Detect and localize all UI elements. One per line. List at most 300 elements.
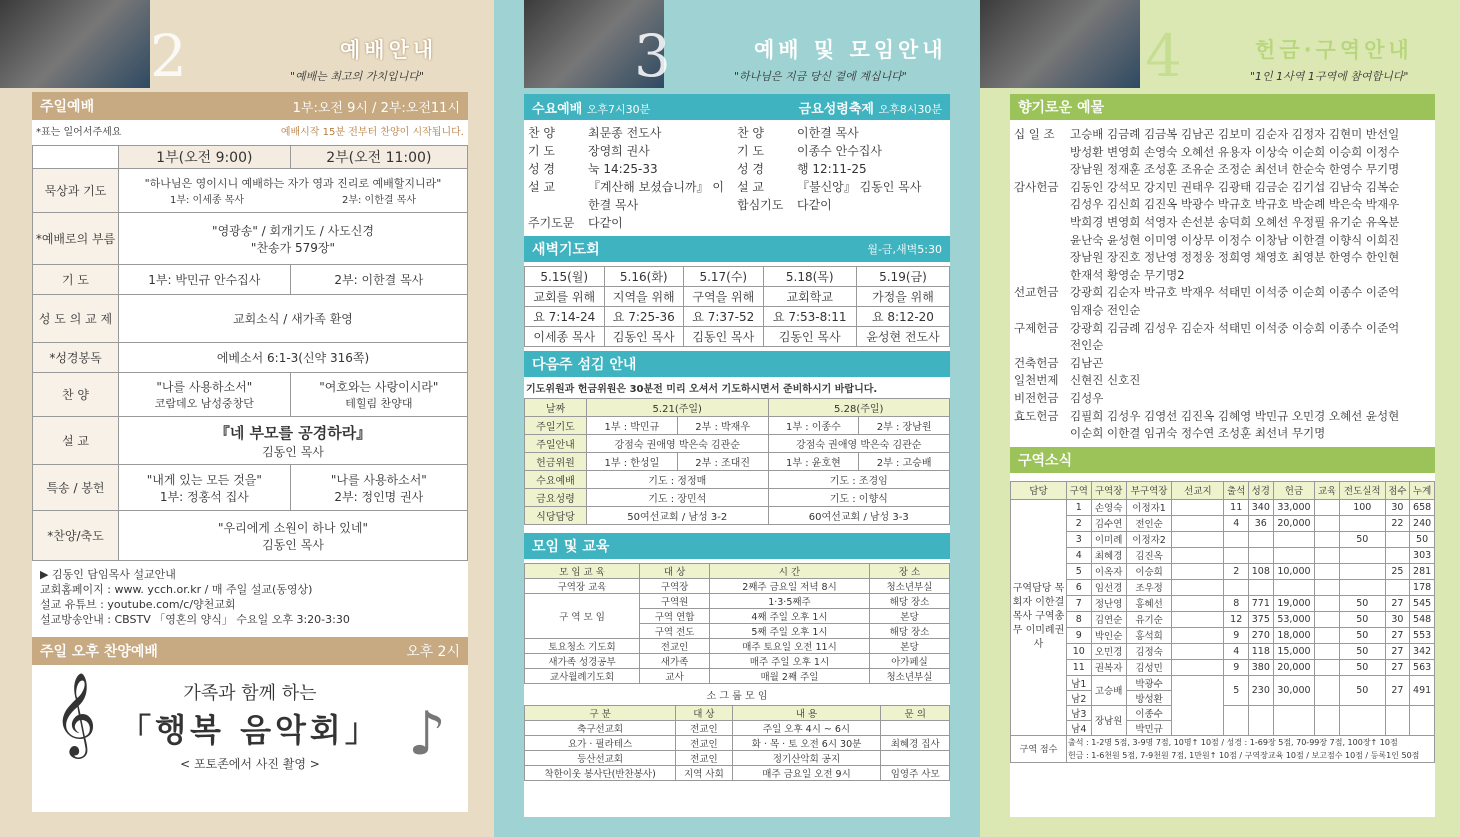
dawn-cell: 요 8:12-20	[856, 307, 949, 327]
serve-cell: 기도 : 정정매	[587, 471, 769, 489]
score-label: 구역 점수	[1011, 735, 1067, 762]
area-cell: 11	[1067, 659, 1092, 675]
wed-value: 다같이	[588, 216, 623, 230]
offer-names: 윤난숙 윤성현 이미영 이상무 이정수 이창남 이한결 이향식 이희진	[1070, 232, 1400, 247]
order-label: 설 교	[33, 417, 119, 465]
page-number: 4	[1145, 22, 1182, 90]
order-text: 교회소식 / 새가족 환영	[119, 295, 468, 343]
fri-value: 이한결 목사	[797, 126, 859, 140]
area-cell: 53,000	[1273, 611, 1315, 627]
area-cell	[1172, 659, 1224, 675]
panel-quote: "1인 1사역 1구역에 참여합니다"	[1250, 70, 1409, 83]
serve-label: 주일기도	[525, 417, 587, 435]
area-cell: 270	[1249, 627, 1274, 643]
small-cell: 매주 금요일 오전 9시	[732, 766, 881, 781]
dawn-cell: 가정을 위해	[856, 287, 949, 307]
area-cell: 9	[1224, 627, 1249, 643]
area-head: 점수	[1385, 481, 1410, 499]
area-head: 누계	[1410, 481, 1435, 499]
serve-head: 5.28(주일)	[768, 399, 950, 417]
serve-cell: 기도 : 조경임	[768, 471, 950, 489]
offer-names: 김동인 강석모 강지민 권태우 김광태 김금순 김기섭 김남숙 김복순	[1070, 179, 1400, 194]
area-cell: 50	[1339, 627, 1385, 643]
area-cell	[1172, 627, 1224, 643]
order-leader-1: 1부: 박민규 안수집사	[119, 265, 291, 295]
dawn-cell: 요 7:14-24	[525, 307, 605, 327]
meet-cell: 1·3·5째주	[710, 594, 870, 609]
offer-names: 장남원 장진호 정난영 정정웅 정희영 채영호 최영분 한영수 한인현	[1070, 250, 1400, 265]
area-cell	[1249, 547, 1274, 563]
area-cell: 손영숙	[1091, 499, 1126, 515]
meet-bar	[524, 533, 950, 559]
area-cell	[1273, 547, 1315, 563]
area-head: 출석	[1224, 481, 1249, 499]
order-text: 에베소서 6:1-3(신약 316쪽)	[119, 343, 468, 373]
area-cell: 김정숙	[1126, 643, 1172, 659]
dawn-cell: 5.16(화)	[604, 267, 684, 287]
area-cell: 50	[1410, 531, 1435, 547]
offer-names: 김성우 김신희 김진옥 박광수 박규호 박규호 박순례 박은숙 박재우	[1070, 197, 1400, 212]
serve-head: 5.21(주일)	[587, 399, 769, 417]
wed-time: 오후7시30분	[586, 102, 651, 116]
area-cell	[1172, 579, 1224, 595]
wed-title: 수요예배	[532, 101, 583, 117]
offer-names: 방성환 변영희 손영숙 오혜선 유용자 이상숙 이순희 이승희 이정수	[1070, 144, 1400, 159]
serve-label: 수요예배	[525, 471, 587, 489]
dawn-cell: 김동인 목사	[604, 327, 684, 347]
area-cell	[1172, 643, 1224, 659]
meet-title: 모임 및 교육	[532, 539, 610, 555]
offer-list	[1010, 120, 1435, 443]
event-photo	[980, 0, 1140, 88]
meet-cell: 구 역 모 임	[525, 594, 640, 639]
area-cell: 240	[1410, 515, 1435, 531]
meet-cell: 2째주 금요일 저녁 8시	[710, 579, 870, 594]
area-cell: 9	[1224, 659, 1249, 675]
small-group-title: 소 그 룹 모 임	[706, 691, 768, 702]
area-head: 전도실적	[1339, 481, 1385, 499]
offer-names: 강광희 김금례 김성우 김순자 석태민 이석중 이승희 이종수 이준억	[1070, 320, 1400, 335]
small-cell: 화 · 목 · 토 오전 6시 30분	[732, 736, 881, 751]
order-text: "하나님은 영이시니 예배하는 자가 영과 진리로 예배할지니라"	[144, 177, 442, 190]
offer-title: 향기로운 예물	[1018, 100, 1105, 116]
serve-cell: 강점숙 권애영 박은숙 김관순	[768, 435, 950, 453]
area-cell: 10	[1067, 643, 1092, 659]
score-rule: 출석 : 1-2명 5점, 3-9명 7점, 10명↑ 10점 / 성경 : 1-69장 5점, 70-99장 7점, 100장↑ 10점	[1068, 737, 1398, 747]
offer-kind: 비전헌금	[1014, 390, 1059, 405]
dawn-cell: 5.18(목)	[763, 267, 856, 287]
area-cell: 27	[1385, 627, 1410, 643]
offer-kind: 효도헌금	[1014, 408, 1059, 423]
dawn-cell: 윤성현 전도사	[856, 327, 949, 347]
dawn-cell: 요 7:25-36	[604, 307, 684, 327]
dawn-cell: 요 7:37-52	[684, 307, 764, 327]
wed-value: 『계산해 보셨습니까』 이한결 목사	[588, 180, 724, 212]
serve-label: 헌금위원	[525, 453, 587, 471]
area-cell: 이종수	[1126, 705, 1172, 720]
area-cell: 장남원	[1091, 705, 1126, 735]
area-table	[1010, 481, 1435, 763]
area-cell: 정난영	[1091, 595, 1126, 611]
service-1-head: 1부(오전 9:00)	[119, 146, 291, 169]
area-cell: 최혜경	[1091, 547, 1126, 563]
area-cell: 2	[1067, 515, 1092, 531]
fri-title: 금요성령축제	[798, 101, 874, 117]
dawn-cell: 지역을 위해	[604, 287, 684, 307]
area-cell	[1273, 531, 1315, 547]
area-cell: 15,000	[1273, 643, 1315, 659]
area-cell	[1224, 547, 1249, 563]
area-cell: 6	[1067, 579, 1092, 595]
serve-cell: 2부 : 고승배	[859, 453, 950, 471]
concert-note: < 포토존에서 사진 촬영 >	[180, 757, 320, 771]
area-head: 선교지	[1172, 481, 1224, 499]
area-cell	[1315, 547, 1340, 563]
area-cell: 11	[1224, 499, 1249, 515]
panel-quote: "예배는 최고의 가치입니다"	[290, 70, 424, 83]
panel-title: 헌금·구역안내	[1255, 38, 1413, 62]
meet-cell: 4째 주일 오후 1시	[710, 609, 870, 624]
area-cell: 9	[1067, 627, 1092, 643]
dawn-cell: 5.19(금)	[856, 267, 949, 287]
offer-kind: 감사헌금	[1014, 179, 1059, 194]
serve-cell: 2부 : 조대진	[677, 453, 768, 471]
area-cell: 340	[1249, 499, 1274, 515]
area-cell: 이정자1	[1126, 499, 1172, 515]
panel-title: 예배안내	[340, 38, 438, 62]
meet-cell: 교사	[640, 669, 710, 684]
order-leader-2: 2부: 이한결 목사	[290, 265, 467, 295]
serve-cell: 1부 : 이종수	[768, 417, 859, 435]
afternoon-bar	[32, 637, 468, 665]
order-hymn: "찬송가 579장"	[250, 240, 336, 255]
area-cell	[1315, 515, 1340, 531]
worship-photo	[0, 0, 150, 88]
offer-names: 김남곤	[1070, 355, 1104, 370]
area-cell: 4	[1224, 515, 1249, 531]
area-cell: 27	[1385, 675, 1410, 705]
order-label: 기 도	[33, 265, 119, 295]
info-line: 설교 유튜브 : youtube.com/c/양천교회	[40, 598, 236, 611]
serve-label: 식당담당	[525, 507, 587, 525]
area-head: 교육	[1315, 481, 1340, 499]
dawn-title: 새벽기도회	[532, 242, 600, 258]
small-cell	[881, 751, 950, 766]
meet-cell: 구역 연합	[640, 609, 710, 624]
area-cell: 33,000	[1273, 499, 1315, 515]
area-cell: 20,000	[1273, 515, 1315, 531]
area-cell	[1315, 579, 1340, 595]
area-manager: 구역담당 목회자 이한결목사 구역총무 이미례권사	[1011, 499, 1067, 735]
serve-table	[524, 398, 950, 525]
area-head: 구역	[1067, 481, 1092, 499]
order-label: 묵상과 기도	[33, 169, 119, 213]
small-cell: 등산선교회	[525, 751, 676, 766]
order-song-2: "여호와는 사랑이시라"	[319, 380, 439, 394]
area-cell	[1315, 531, 1340, 547]
order-song-1: "내게 있는 모든 것을"	[146, 472, 262, 487]
area-cell: 36	[1249, 515, 1274, 531]
dawn-cell: 이세종 목사	[525, 327, 605, 347]
order-text: "우리에게 소원이 하나 있네"	[218, 520, 368, 535]
offer-names: 장남원 정재훈 조성훈 조유순 조정순 최선녀 한순숙 한영수 무기명	[1070, 162, 1400, 177]
dawn-table	[524, 266, 950, 347]
area-cell: 5	[1067, 563, 1092, 579]
area-cell	[1315, 643, 1340, 659]
order-leader-1: 1부: 이세종 목사	[169, 195, 245, 206]
panel-meetings	[494, 0, 980, 837]
offer-kind: 건축헌금	[1014, 355, 1059, 370]
area-head: 부구역장	[1126, 481, 1172, 499]
meet-head: 장 소	[869, 564, 949, 579]
offer-kind: 선교헌금	[1014, 285, 1059, 300]
area-cell	[1315, 595, 1340, 611]
sunday-bar	[32, 92, 468, 120]
area-cell: 김연순	[1091, 611, 1126, 627]
area-cell: 545	[1410, 595, 1435, 611]
area-cell	[1224, 579, 1249, 595]
area-cell	[1172, 531, 1224, 547]
fri-value: 다같이	[797, 198, 832, 212]
stand-note: *표는 일어서주세요	[36, 127, 122, 138]
small-cell	[881, 721, 950, 736]
area-cell: 2	[1224, 563, 1249, 579]
area-cell	[1249, 579, 1274, 595]
area-cell: 5	[1224, 675, 1249, 705]
meetings-section	[524, 94, 950, 817]
area-cell	[1172, 547, 1224, 563]
area-cell	[1172, 611, 1224, 627]
area-cell: 230	[1249, 675, 1274, 705]
meet-cell: 청소년부실	[869, 669, 949, 684]
area-cell	[1273, 579, 1315, 595]
meet-cell: 아가페실	[869, 654, 949, 669]
dawn-cell: 5.17(수)	[684, 267, 764, 287]
praise-note: 예배시작 15분 전부터 찬양이 시작됩니다.	[280, 127, 464, 138]
serve-title: 다음주 섬김 안내	[532, 357, 637, 373]
fri-label: 합심기도	[737, 198, 784, 212]
treble-clef-icon: 𝄞	[54, 671, 97, 755]
area-cell: 19,000	[1273, 595, 1315, 611]
area-cell: 100	[1339, 499, 1385, 515]
offer-names: 고승배 김금례 김금복 김남곤 김보미 김순자 김정자 김현미 반선일	[1070, 127, 1400, 141]
offer-names: 김필희 김성우 김영선 김진옥 김혜영 박민규 오민경 오혜선 윤성현	[1070, 408, 1400, 423]
serve-cell: 1부 : 박민규	[587, 417, 678, 435]
meet-cell: 매주 주일 오후 1시	[710, 654, 870, 669]
meet-cell: 구역 전도	[640, 624, 710, 639]
serve-label: 주일안내	[525, 435, 587, 453]
area-cell: 50	[1339, 531, 1385, 547]
meet-cell: 교사월례기도회	[525, 669, 640, 684]
area-title: 구역소식	[1018, 452, 1073, 469]
area-cell: 이옥자	[1091, 563, 1126, 579]
area-bar	[1010, 447, 1435, 473]
area-cell: 380	[1249, 659, 1274, 675]
area-cell	[1315, 675, 1340, 705]
area-cell: 김수연	[1091, 515, 1126, 531]
sermon-preacher: 김동인 목사	[262, 444, 324, 459]
small-cell: 지역 사회	[676, 766, 732, 781]
area-cell	[1385, 579, 1410, 595]
offer-bar	[1010, 94, 1435, 120]
serve-bar	[524, 351, 950, 377]
fri-label: 성 경	[737, 162, 764, 176]
area-cell: 권복자	[1091, 659, 1126, 675]
small-cell: 착한이웃 봉사단(반찬봉사)	[525, 766, 676, 781]
meet-table	[524, 563, 950, 684]
small-cell: 축구선교회	[525, 721, 676, 736]
area-cell	[1172, 563, 1224, 579]
small-head: 구 분	[525, 706, 676, 721]
offer-names: 박희경 변영희 석영자 손선분 송덕희 오혜선 우정필 유기순 유옥분	[1070, 214, 1400, 229]
fri-value: 이종수 안수집사	[797, 144, 882, 158]
area-cell	[1172, 515, 1224, 531]
offer-names: 김성우	[1070, 390, 1104, 405]
small-cell: 전교인	[676, 751, 732, 766]
offer-names: 한재석 황영순 무기명2	[1070, 267, 1185, 282]
area-cell: 548	[1410, 611, 1435, 627]
area-cell: 50	[1339, 595, 1385, 611]
area-cell: 30	[1385, 499, 1410, 515]
wed-label: 찬 양	[528, 126, 555, 140]
dawn-cell: 김동인 목사	[763, 327, 856, 347]
area-head: 헌금	[1273, 481, 1315, 499]
page-number: 2	[150, 22, 187, 90]
fri-order	[737, 124, 946, 232]
area-cell: 50	[1339, 659, 1385, 675]
area-cell: 50	[1339, 611, 1385, 627]
fri-value: 행 12:11-25	[797, 162, 867, 176]
serve-note: 기도위원과 헌금위원은 30분전 미리 오셔서 기도하시면서 준비하시기 바랍니다.	[526, 384, 878, 395]
meet-head: 모 임 교 육	[525, 564, 640, 579]
order-singer-1: 1부: 정홍석 집사	[159, 489, 249, 504]
area-cell: 118	[1249, 643, 1274, 659]
small-head: 대 상	[676, 706, 732, 721]
offer-kind: 십 일 조	[1014, 127, 1055, 141]
area-cell	[1385, 531, 1410, 547]
afternoon-time: 오후 2시	[406, 644, 460, 660]
dawn-cell: 구역을 위해	[684, 287, 764, 307]
area-cell: 고승배	[1091, 675, 1126, 705]
offer-names: 신현진 신호진	[1070, 373, 1141, 388]
meet-cell: 매월 2째 주일	[710, 669, 870, 684]
order-label: 성 도 의 교 제	[33, 295, 119, 343]
area-cell	[1315, 499, 1340, 515]
concert-box	[32, 665, 468, 795]
area-cell: 30	[1385, 611, 1410, 627]
meet-head: 시 간	[710, 564, 870, 579]
area-cell	[1385, 547, 1410, 563]
area-cell: 553	[1410, 627, 1435, 643]
area-cell: 박광수	[1126, 675, 1172, 690]
area-cell	[1172, 499, 1224, 515]
area-cell: 1	[1067, 499, 1092, 515]
offerings-section	[1010, 94, 1435, 817]
area-head: 담당	[1011, 481, 1067, 499]
area-cell	[1315, 659, 1340, 675]
fri-label: 기 도	[737, 144, 764, 158]
area-cell: 491	[1410, 675, 1435, 705]
area-cell: 8	[1224, 595, 1249, 611]
area-cell: 홍석희	[1126, 627, 1172, 643]
meet-cell: 새가족	[640, 654, 710, 669]
area-cell: 남4	[1067, 720, 1092, 735]
service-2-head: 2부(오전 11:00)	[290, 146, 467, 169]
afternoon-title: 주일 오후 찬양예배	[40, 644, 158, 660]
area-cell: 남3	[1067, 705, 1092, 720]
area-head: 성경	[1249, 481, 1274, 499]
wed-label: 설 교	[528, 180, 555, 194]
meet-cell: 5째 주일 오후 1시	[710, 624, 870, 639]
wed-order	[528, 124, 737, 232]
area-cell: 303	[1410, 547, 1435, 563]
sunday-order-table	[32, 145, 468, 561]
small-cell: 최혜경 집사	[881, 736, 950, 751]
area-head: 구역장	[1091, 481, 1126, 499]
wed-value: 최문종 전도사	[588, 126, 662, 140]
wed-value: 눅 14:25-33	[588, 162, 658, 176]
area-cell: 563	[1410, 659, 1435, 675]
serve-cell: 2부 : 장남원	[859, 417, 950, 435]
offer-kind: 구제헌금	[1014, 320, 1059, 335]
area-cell: 178	[1410, 579, 1435, 595]
area-cell: 박민규	[1126, 720, 1172, 735]
order-label: *찬양/축도	[33, 511, 119, 561]
area-cell: 771	[1249, 595, 1274, 611]
area-cell	[1339, 563, 1385, 579]
area-cell: 7	[1067, 595, 1092, 611]
panel-worship	[0, 0, 494, 837]
music-note-icon: ♪	[407, 699, 446, 769]
serve-cell: 50여선교회 / 남성 3-2	[587, 507, 769, 525]
order-label: 찬 양	[33, 373, 119, 417]
serve-cell: 1부 : 윤호현	[768, 453, 859, 471]
area-cell: 50	[1339, 675, 1385, 705]
serve-cell: 2부 : 박재우	[677, 417, 768, 435]
concert-subtitle: 가족과 함께 하는	[183, 683, 317, 704]
order-song-1: "나를 사용하소서"	[156, 380, 253, 394]
order-label: *예배로의 부름	[33, 213, 119, 265]
area-cell: 4	[1224, 643, 1249, 659]
area-cell: 조우정	[1126, 579, 1172, 595]
order-leader-1: 김동인 목사	[262, 537, 324, 552]
area-cell: 25	[1385, 563, 1410, 579]
area-cell: 이정자2	[1126, 531, 1172, 547]
area-cell: 8	[1067, 611, 1092, 627]
order-leader-2: 2부: 이한결 목사	[341, 195, 417, 206]
small-group-table	[524, 705, 950, 781]
order-choir-1: 코람데오 남성중창단	[154, 397, 254, 410]
area-cell: 남2	[1067, 690, 1092, 705]
area-cell: 김진옥	[1126, 547, 1172, 563]
area-cell: 342	[1410, 643, 1435, 659]
score-rule: 헌금 : 1-6천원 5점, 7-9천원 7점, 1만원↑ 10점 / 구역장교육 10점 / 보고점수 10점 / 등록1인 50점	[1068, 750, 1420, 760]
small-cell: 전교인	[676, 736, 732, 751]
area-cell: 방성환	[1126, 690, 1172, 705]
meet-cell: 구역장 교육	[525, 579, 640, 594]
fri-value: 『불신앙』 김동인 목사	[797, 180, 922, 194]
info-line: 교회홈페이지 : www. ycch.or.kr / 매 주일 설교(동영상)	[40, 583, 313, 596]
small-cell: 요가 · 필라테스	[525, 736, 676, 751]
area-cell: 전인순	[1126, 515, 1172, 531]
area-cell: 남1	[1067, 675, 1092, 690]
fri-label: 찬 양	[737, 126, 764, 140]
area-cell	[1339, 579, 1385, 595]
serve-head: 날짜	[525, 399, 587, 417]
small-cell: 임영주 사모	[881, 766, 950, 781]
meet-cell: 새가족 성경공부	[525, 654, 640, 669]
meet-cell: 해당 장소	[869, 624, 949, 639]
